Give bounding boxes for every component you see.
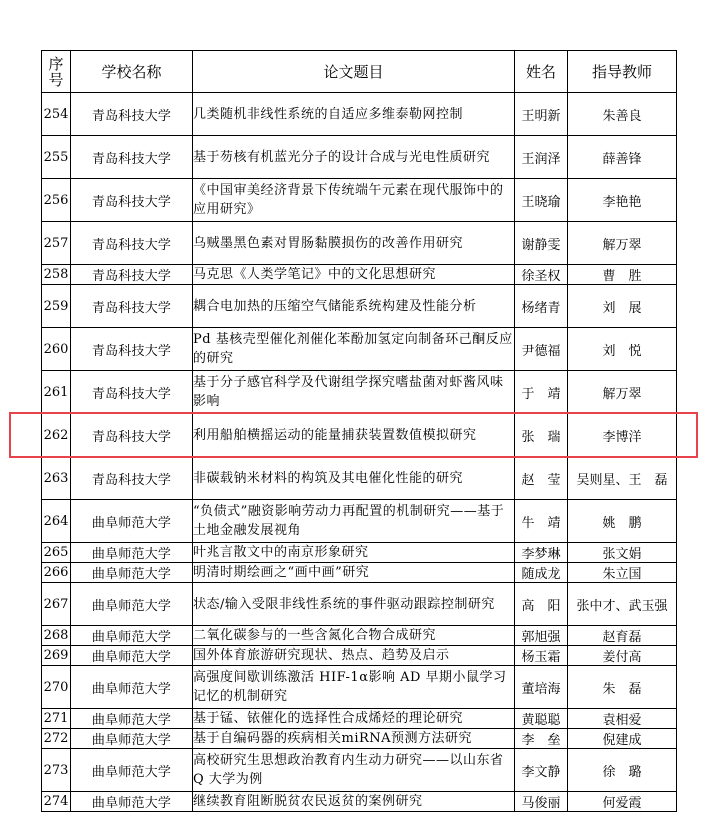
- row-name: 李梦琳: [515, 543, 568, 563]
- row-teacher: 刘 悦: [568, 328, 677, 371]
- row-no: 266: [42, 563, 71, 583]
- row-no: 254: [42, 93, 71, 136]
- table-row: [42, 543, 677, 563]
- row-title: 国外体育旅游研究现状、热点、趋势及启示: [193, 646, 515, 666]
- row-no: 263: [42, 457, 71, 500]
- row-title: 耦合电加热的压缩空气储能系统构建及性能分析: [193, 285, 515, 328]
- row-school: 曲阜师范大学: [71, 749, 193, 792]
- table-row: [42, 646, 677, 666]
- row-teacher: 何爱霞: [568, 792, 677, 812]
- row-no: 271: [42, 709, 71, 729]
- row-no: 256: [42, 179, 71, 222]
- table-row: [42, 729, 677, 749]
- row-title: 乌贼墨黑色素对胃肠黏膜损伤的改善作用研究: [193, 222, 515, 265]
- header-title: 论文题目: [193, 51, 515, 93]
- row-school: 曲阜师范大学: [71, 626, 193, 646]
- row-title: 基于自编码器的疾病相关miRNA预测方法研究: [193, 729, 515, 749]
- row-name: 郭旭强: [515, 626, 568, 646]
- row-school: 青岛科技大学: [71, 371, 193, 414]
- row-teacher: 朱善良: [568, 93, 677, 136]
- row-teacher: 解万翠: [568, 371, 677, 414]
- row-no: 257: [42, 222, 71, 265]
- row-no: 274: [42, 792, 71, 812]
- row-school: 曲阜师范大学: [71, 583, 193, 626]
- row-school: 青岛科技大学: [71, 222, 193, 265]
- row-teacher: 吴则星、王 磊: [568, 457, 677, 500]
- row-teacher: 曹 胜: [568, 265, 677, 285]
- row-teacher: 李博洋: [568, 414, 677, 457]
- row-title: 基于分子感官科学及代谢组学探究嗜盐菌对虾酱风味影响: [193, 371, 515, 414]
- row-name: 高 阳: [515, 583, 568, 626]
- row-name: 谢静雯: [515, 222, 568, 265]
- row-no: 272: [42, 729, 71, 749]
- row-name: 黄聪聪: [515, 709, 568, 729]
- row-title: 高强度间歇训练激活 HIF-1α影响 AD 早期小鼠学习记忆的机制研究: [193, 666, 515, 709]
- table-row: [42, 179, 677, 222]
- row-no: 258: [42, 265, 71, 285]
- row-school: 青岛科技大学: [71, 179, 193, 222]
- row-name: 李 垒: [515, 729, 568, 749]
- row-school: 曲阜师范大学: [71, 792, 193, 812]
- row-name: 杨玉霜: [515, 646, 568, 666]
- row-title: 《中国审美经济背景下传统端午元素在现代服饰中的应用研究》: [193, 179, 515, 222]
- row-name: 马俊丽: [515, 792, 568, 812]
- row-teacher: 倪建成: [568, 729, 677, 749]
- row-school: 曲阜师范大学: [71, 563, 193, 583]
- row-teacher: 姜付高: [568, 646, 677, 666]
- table-row: [42, 371, 677, 414]
- table-row: [42, 93, 677, 136]
- row-no: 264: [42, 500, 71, 543]
- row-no: 273: [42, 749, 71, 792]
- row-teacher: 朱立国: [568, 563, 677, 583]
- row-title: 继续教育阻断脱贫农民返贫的案例研究: [193, 792, 515, 812]
- row-title: 二氧化碳参与的一些含氮化合物合成研究: [193, 626, 515, 646]
- table-row: [42, 328, 677, 371]
- thesis-table: [41, 50, 677, 812]
- row-school: 青岛科技大学: [71, 457, 193, 500]
- row-school: 曲阜师范大学: [71, 729, 193, 749]
- row-school: 曲阜师范大学: [71, 666, 193, 709]
- row-title: 非碳载钠米材料的构筑及其电催化性能的研究: [193, 457, 515, 500]
- row-title: 几类随机非线性系统的自适应多维泰勒网控制: [193, 93, 515, 136]
- row-title: 利用船舶横摇运动的能量捕获装置数值模拟研究: [193, 414, 515, 457]
- table-row: [42, 136, 677, 179]
- header-name: 姓名: [515, 51, 568, 93]
- row-no: 267: [42, 583, 71, 626]
- header-school: 学校名称: [71, 51, 193, 93]
- row-no: 270: [42, 666, 71, 709]
- row-teacher: 刘 展: [568, 285, 677, 328]
- header-teacher: 指导教师: [568, 51, 677, 93]
- row-school: 青岛科技大学: [71, 285, 193, 328]
- header-no: 序号: [42, 51, 71, 93]
- row-title: 基于芴核有机蓝光分子的设计合成与光电性质研究: [193, 136, 515, 179]
- table-row: [42, 792, 677, 812]
- table-row: [42, 666, 677, 709]
- row-teacher: 张中才、武玉强: [568, 583, 677, 626]
- row-school: 青岛科技大学: [71, 136, 193, 179]
- row-name: 杨绪青: [515, 285, 568, 328]
- row-no: 259: [42, 285, 71, 328]
- row-no: 262: [42, 414, 71, 457]
- table-header-row: [42, 51, 677, 93]
- table-row: [42, 265, 677, 285]
- row-title: 叶兆言散文中的南京形象研究: [193, 543, 515, 563]
- row-title: “负债式”融资影响劳动力再配置的机制研究——基于土地金融发展视角: [193, 500, 515, 543]
- table-row: [42, 749, 677, 792]
- row-teacher: 徐 璐: [568, 749, 677, 792]
- row-name: 尹德福: [515, 328, 568, 371]
- row-name: 王明新: [515, 93, 568, 136]
- row-name: 徐圣权: [515, 265, 568, 285]
- row-title: 基于锰、铱催化的选择性合成烯烃的理论研究: [193, 709, 515, 729]
- row-teacher: 赵育磊: [568, 626, 677, 646]
- row-name: 牛 靖: [515, 500, 568, 543]
- row-school: 曲阜师范大学: [71, 646, 193, 666]
- row-title: Pd 基核壳型催化剂催化苯酚加氢定向制备环己酮反应的研究: [193, 328, 515, 371]
- table-row: [42, 285, 677, 328]
- row-school: 青岛科技大学: [71, 328, 193, 371]
- row-title: 明清时期绘画之“画中画”研究: [193, 563, 515, 583]
- row-no: 268: [42, 626, 71, 646]
- row-name: 张 瑞: [515, 414, 568, 457]
- row-name: 于 靖: [515, 371, 568, 414]
- row-school: 青岛科技大学: [71, 265, 193, 285]
- row-no: 269: [42, 646, 71, 666]
- row-title: 马克思《人类学笔记》中的文化思想研究: [193, 265, 515, 285]
- row-teacher: 李艳艳: [568, 179, 677, 222]
- row-school: 曲阜师范大学: [71, 709, 193, 729]
- row-name: 李文静: [515, 749, 568, 792]
- table-row-highlighted: [42, 414, 677, 457]
- row-teacher: 朱 磊: [568, 666, 677, 709]
- row-no: 255: [42, 136, 71, 179]
- row-name: 王润泽: [515, 136, 568, 179]
- row-no: 260: [42, 328, 71, 371]
- row-school: 曲阜师范大学: [71, 500, 193, 543]
- table-row: [42, 709, 677, 729]
- row-name: 董培海: [515, 666, 568, 709]
- row-name: 赵 莹: [515, 457, 568, 500]
- row-title: 状态/输入受限非线性系统的事件驱动跟踪控制研究: [193, 583, 515, 626]
- row-no: 265: [42, 543, 71, 563]
- row-teacher: 袁相爱: [568, 709, 677, 729]
- table-row: [42, 583, 677, 626]
- row-teacher: 解万翠: [568, 222, 677, 265]
- row-teacher: 薛善锋: [568, 136, 677, 179]
- row-teacher: 张文娟: [568, 543, 677, 563]
- table-row: [42, 457, 677, 500]
- row-title: 高校研究生思想政治教育内生动力研究——以山东省 Q 大学为例: [193, 749, 515, 792]
- row-no: 261: [42, 371, 71, 414]
- row-teacher: 姚 鹏: [568, 500, 677, 543]
- table-row: [42, 500, 677, 543]
- row-school: 青岛科技大学: [71, 93, 193, 136]
- row-name: 随成龙: [515, 563, 568, 583]
- row-name: 王晓瑜: [515, 179, 568, 222]
- row-school: 曲阜师范大学: [71, 543, 193, 563]
- table-row: [42, 626, 677, 646]
- table-row: [42, 222, 677, 265]
- row-school: 青岛科技大学: [71, 414, 193, 457]
- table-row: [42, 563, 677, 583]
